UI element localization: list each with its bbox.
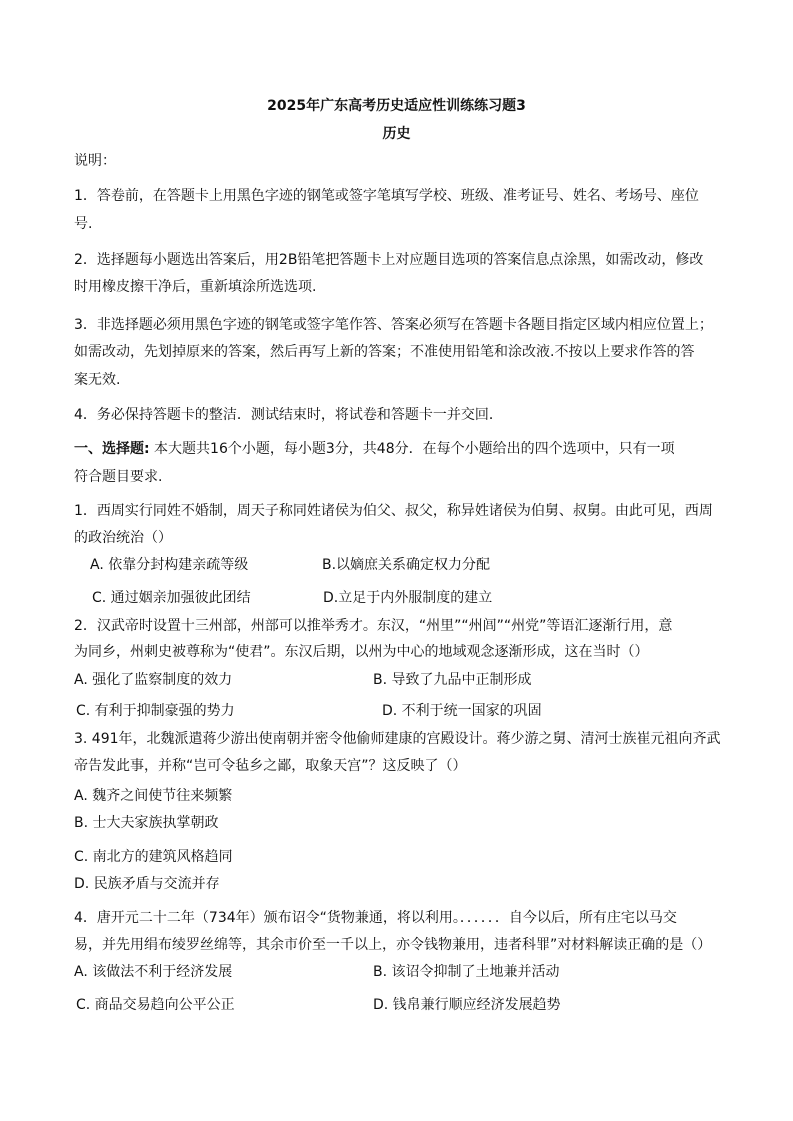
- question-3-option-c: C. 南北方的建筑风格趋同: [74, 849, 233, 865]
- question-3-option-a: A. 魏齐之间使节往来频繁: [74, 788, 233, 804]
- instruction-4: 4．务必保持答题卡的整洁．测试结束时，将试卷和答题卡一并交回．: [74, 407, 503, 423]
- instruction-1-line-2: 号.: [74, 216, 93, 232]
- question-4-option-c: C. 商品交易趋向公平公正: [76, 997, 235, 1013]
- question-1-option-c: C. 通过姻亲加强彼此团结: [92, 590, 251, 606]
- question-2-option-b: B. 导致了九品中正制形成: [373, 672, 532, 688]
- instruction-3-line-2: 如需改动，先划掉原来的答案，然后再写上新的答案；不准使用铅笔和涂改液.不按以上要求作答的答: [74, 344, 695, 360]
- subject-title: 历史: [382, 126, 411, 142]
- question-1-option-d: D.立足于内外服制度的建立: [323, 590, 493, 606]
- exam-title: 2025年广东高考历史适应性训练练习题3: [267, 98, 526, 114]
- question-2-option-d: D. 不利于统一国家的巩固: [382, 703, 542, 719]
- instruction-2-line-1: 2．选择题每小题选出答案后，用2B铅笔把答题卡上对应题目选项的答案信息点涂黑，如需改动，修改: [74, 252, 704, 268]
- question-1-option-a: A. 依靠分封构建亲疏等级: [90, 557, 249, 573]
- question-4-option-d: D. 钱帛兼行顺应经济发展趋势: [373, 997, 561, 1013]
- question-4-line-2: 易，并先用绢布绫罗丝绵等，其余市价至一千以上，亦令钱物兼用，违者科罪”对材料解读正确的是（）: [74, 937, 712, 953]
- question-1-option-b: B.以嫡庶关系确定权力分配: [322, 557, 491, 573]
- instruction-3-line-1: 3．非选择题必须用黑色字迹的钢笔或签字笔作答、答案必须写在答题卡各题目指定区域内相应位置上；: [74, 317, 713, 333]
- section-heading-line-2: 符合题目要求.: [74, 469, 163, 485]
- section-heading-text: 本大题共16个小题，每小题3分，共48分．在每个小题给出的四个选项中，只有一项: [149, 441, 675, 457]
- instructions-label: 说明：: [74, 153, 116, 169]
- question-1-line-1: 1．西周实行同姓不婚制，周天子称同姓诸侯为伯父、叔父，称异姓诸侯为伯舅、叔舅。由此可见，西周: [74, 503, 713, 519]
- question-2-option-c: C. 有利于抑制豪强的势力: [76, 703, 235, 719]
- instruction-2-line-2: 时用橡皮擦干净后，重新填涂所选选项.: [74, 279, 317, 295]
- question-3-option-b: B. 士大夫家族执掌朝政: [74, 815, 219, 831]
- instruction-3-line-3: 案无效.: [74, 372, 121, 388]
- section-heading: [74, 440, 675, 458]
- section-heading-label: 一、选择题:: [74, 441, 150, 457]
- question-3-line-2: 帝告发此事，并称“岂可令毡乡之鄙，取象天宫”？这反映了（）: [74, 758, 467, 774]
- question-2-line-2: 为同乡，州刺史被尊称为“使君”。东汉后期，以州为中心的地域观念逐渐形成，这在当时（）: [74, 644, 649, 660]
- question-2-option-a: A. 强化了监察制度的效力: [74, 672, 233, 688]
- question-2-line-1: 2．汉武帝时设置十三州部，州部可以推举秀才。东汉，“州里”“州闾”“州党”等语汇逐渐行用，意: [74, 618, 673, 634]
- question-4-option-b: B. 该诏令抑制了土地兼并活动: [373, 964, 560, 980]
- question-4-option-a: A. 该做法不利于经济发展: [74, 964, 233, 980]
- question-4-line-1: 4．唐开元二十二年（734年）颁布诏令“货物兼通，将以利用。．．．．．．自今以后，所有庄宅以马交: [74, 910, 677, 926]
- question-3-line-1: 3. 491年，北魏派遣蒋少游出使南朝并密令他偷师建康的宫殿设计。蒋少游之舅、清河士族崔元祖向齐武: [74, 731, 721, 747]
- instruction-1-line-1: 1．答卷前，在答题卡上用黑色字迹的钢笔或签字笔填写学校、班级、准考证号、姓名、考场号、座位: [74, 188, 699, 204]
- question-3-option-d: D. 民族矛盾与交流并存: [74, 876, 220, 892]
- question-1-line-2: 的政治统治（）: [74, 530, 172, 546]
